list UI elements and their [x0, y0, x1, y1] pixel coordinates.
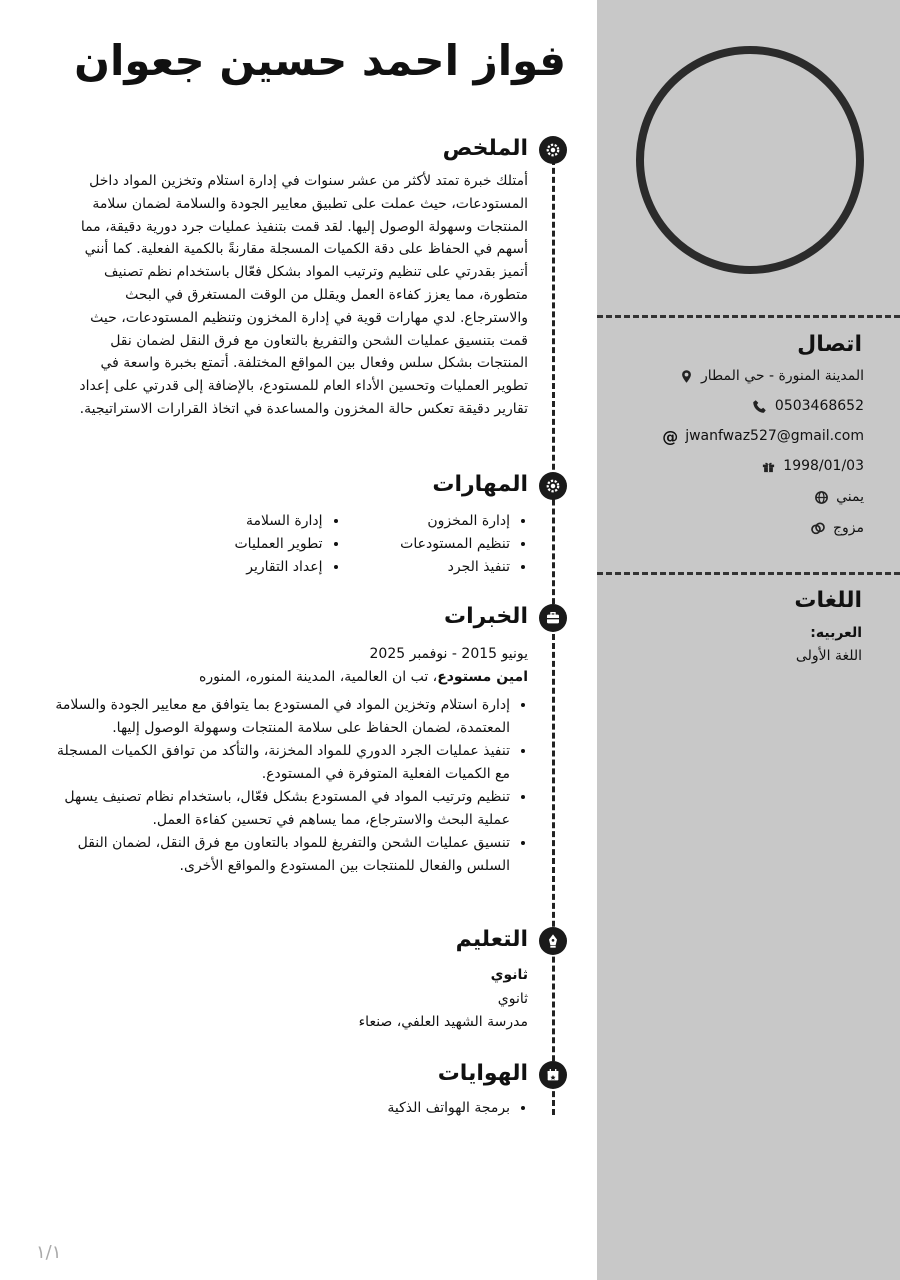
skills-title: المهارات: [432, 472, 528, 497]
experience-date: يونيو 2015 - نوفمبر 2025: [369, 646, 528, 662]
calendar-icon: [539, 1061, 567, 1089]
experience-company: ، تب ان العالمية، المدينة المنوره، المنوره: [199, 669, 438, 685]
hobby-item: • برمجة الهواتف الذكية: [387, 1097, 510, 1120]
contact-marital-status: مزوج: [809, 519, 864, 537]
experience-role-line: [199, 666, 528, 689]
summary-text: أمتلك خبرة تمتد لأكثر من عشر سنوات في إدارة استلام وتخزين المواد داخل المستودعات، حيث عملت على تطبيق معايير الجودة والسلامة لضمان سلامة المنتجات وسهولة الوصول إليها. لقد قمت بتنفيذ عمليات جرد دورية دقيقة، مما أسهم في الحفاظ على دقة الكميات المسجلة مقارنةً بالكمية الفعلية. كما أنني أتميز بقدرتي على تنظيم وترتيب المواد بشكل فعّال باستخدام نظم تصنيف متطورة، مما يعزز كفاءة العمل ويقلل من الوقت المستغرق في البحث والاسترجاع. لدي مهارات قوية في إدارة المخزون وتنظيم المستودعات، حيث قمت بتنسيق عمليات الشحن والتفريغ بالتعاون مع فرق النقل لضمان نقل المنتجات بشكل سلس وفعال بين المواقع المختلفة. أتمتع بخبرة واسعة في تطوير العمليات وتحسين الأداء العام للمستودع، بالإضافة إلى قدرتي على إعداد تقارير دقيقة تعكس حالة المخزون والمساعدة في اتخاذ القرارات الاستراتيجية.: [79, 173, 528, 417]
skill-item: • إدارة السلامة: [153, 510, 323, 533]
language-name: العربيه:: [810, 625, 862, 641]
contact-title: اتصال: [797, 332, 862, 357]
profile-photo-placeholder: [636, 46, 864, 274]
contact-nationality: يمني: [812, 488, 864, 506]
divider: [597, 315, 900, 318]
experience-role: امين مستودع: [437, 669, 528, 685]
experience-title: الخبرات: [444, 604, 528, 629]
skills-gear-icon: [539, 472, 567, 500]
hobbies-title: الهوايات: [437, 1061, 528, 1086]
experience-bullet: • تنظيم وترتيب المواد في المستودع بشكل فعّال، باستخدام نظام تصنيف يسهل عملية البحث والاسترجاع، مما يساهم في تحسين كفاءة العمل.: [40, 786, 510, 832]
skills-column-left: [153, 510, 341, 579]
contact-address: المدينة المنورة - حي المطار: [677, 367, 864, 385]
rings-icon: [809, 519, 827, 537]
languages-title: اللغات: [794, 588, 862, 613]
summary-title: الملخص: [442, 136, 528, 161]
page-number: ١/١: [36, 1242, 62, 1263]
education-school: مدرسة الشهيد العلفي، صنعاء: [358, 1014, 528, 1030]
timeline-line: [552, 150, 555, 1115]
location-icon: [677, 367, 695, 385]
skill-item: • إعداد التقارير: [153, 556, 323, 579]
language-level: اللغة الأولى: [795, 648, 862, 664]
contact-phone: 0503468652: [751, 397, 864, 415]
contact-birthdate: 1998/01/03: [759, 457, 864, 475]
skill-item: • تنظيم المستودعات: [341, 533, 511, 556]
skill-item: • تنفيذ الجرد: [341, 556, 511, 579]
skills-list: [153, 510, 528, 579]
summary-gear-icon: [539, 136, 567, 164]
at-icon: @: [662, 426, 679, 446]
pen-nib-icon: [539, 927, 567, 955]
briefcase-icon: [539, 604, 567, 632]
experience-bullet: • تنسيق عمليات الشحن والتفريغ للمواد بالتعاون مع فرق النقل، لضمان النقل السلس والفعال للمنتجات بين المستودع والمواقع الأخرى.: [40, 832, 510, 878]
education-title: التعليم: [455, 927, 528, 952]
phone-icon: [751, 397, 769, 415]
experience-bullets: [40, 694, 528, 878]
skills-column-right: [341, 510, 529, 579]
experience-bullet: • إدارة استلام وتخزين المواد في المستودع بما يتوافق مع معايير الجودة والسلامة المعتمدة، لضمان الحفاظ على سلامة المنتجات وسهولة الوصول إليها.: [40, 694, 510, 740]
education-degree: ثانوي: [490, 967, 528, 983]
education-field: ثانوي: [497, 991, 528, 1007]
hobbies-list: [387, 1097, 528, 1120]
experience-bullet: • تنفيذ عمليات الجرد الدوري للمواد المخزنة، والتأكد من توافق الكميات المسجلة مع الكميات الفعلية المتوفرة في المستودع.: [40, 740, 510, 786]
globe-icon: [812, 488, 830, 506]
divider: [597, 572, 900, 575]
contact-email: @ jwanfwaz527@gmail.com: [662, 426, 864, 446]
gift-icon: [759, 457, 777, 475]
candidate-name: فواز احمد حسين جعوان: [74, 36, 566, 85]
skill-item: • إدارة المخزون: [341, 510, 511, 533]
skill-item: • تطوير العمليات: [153, 533, 323, 556]
